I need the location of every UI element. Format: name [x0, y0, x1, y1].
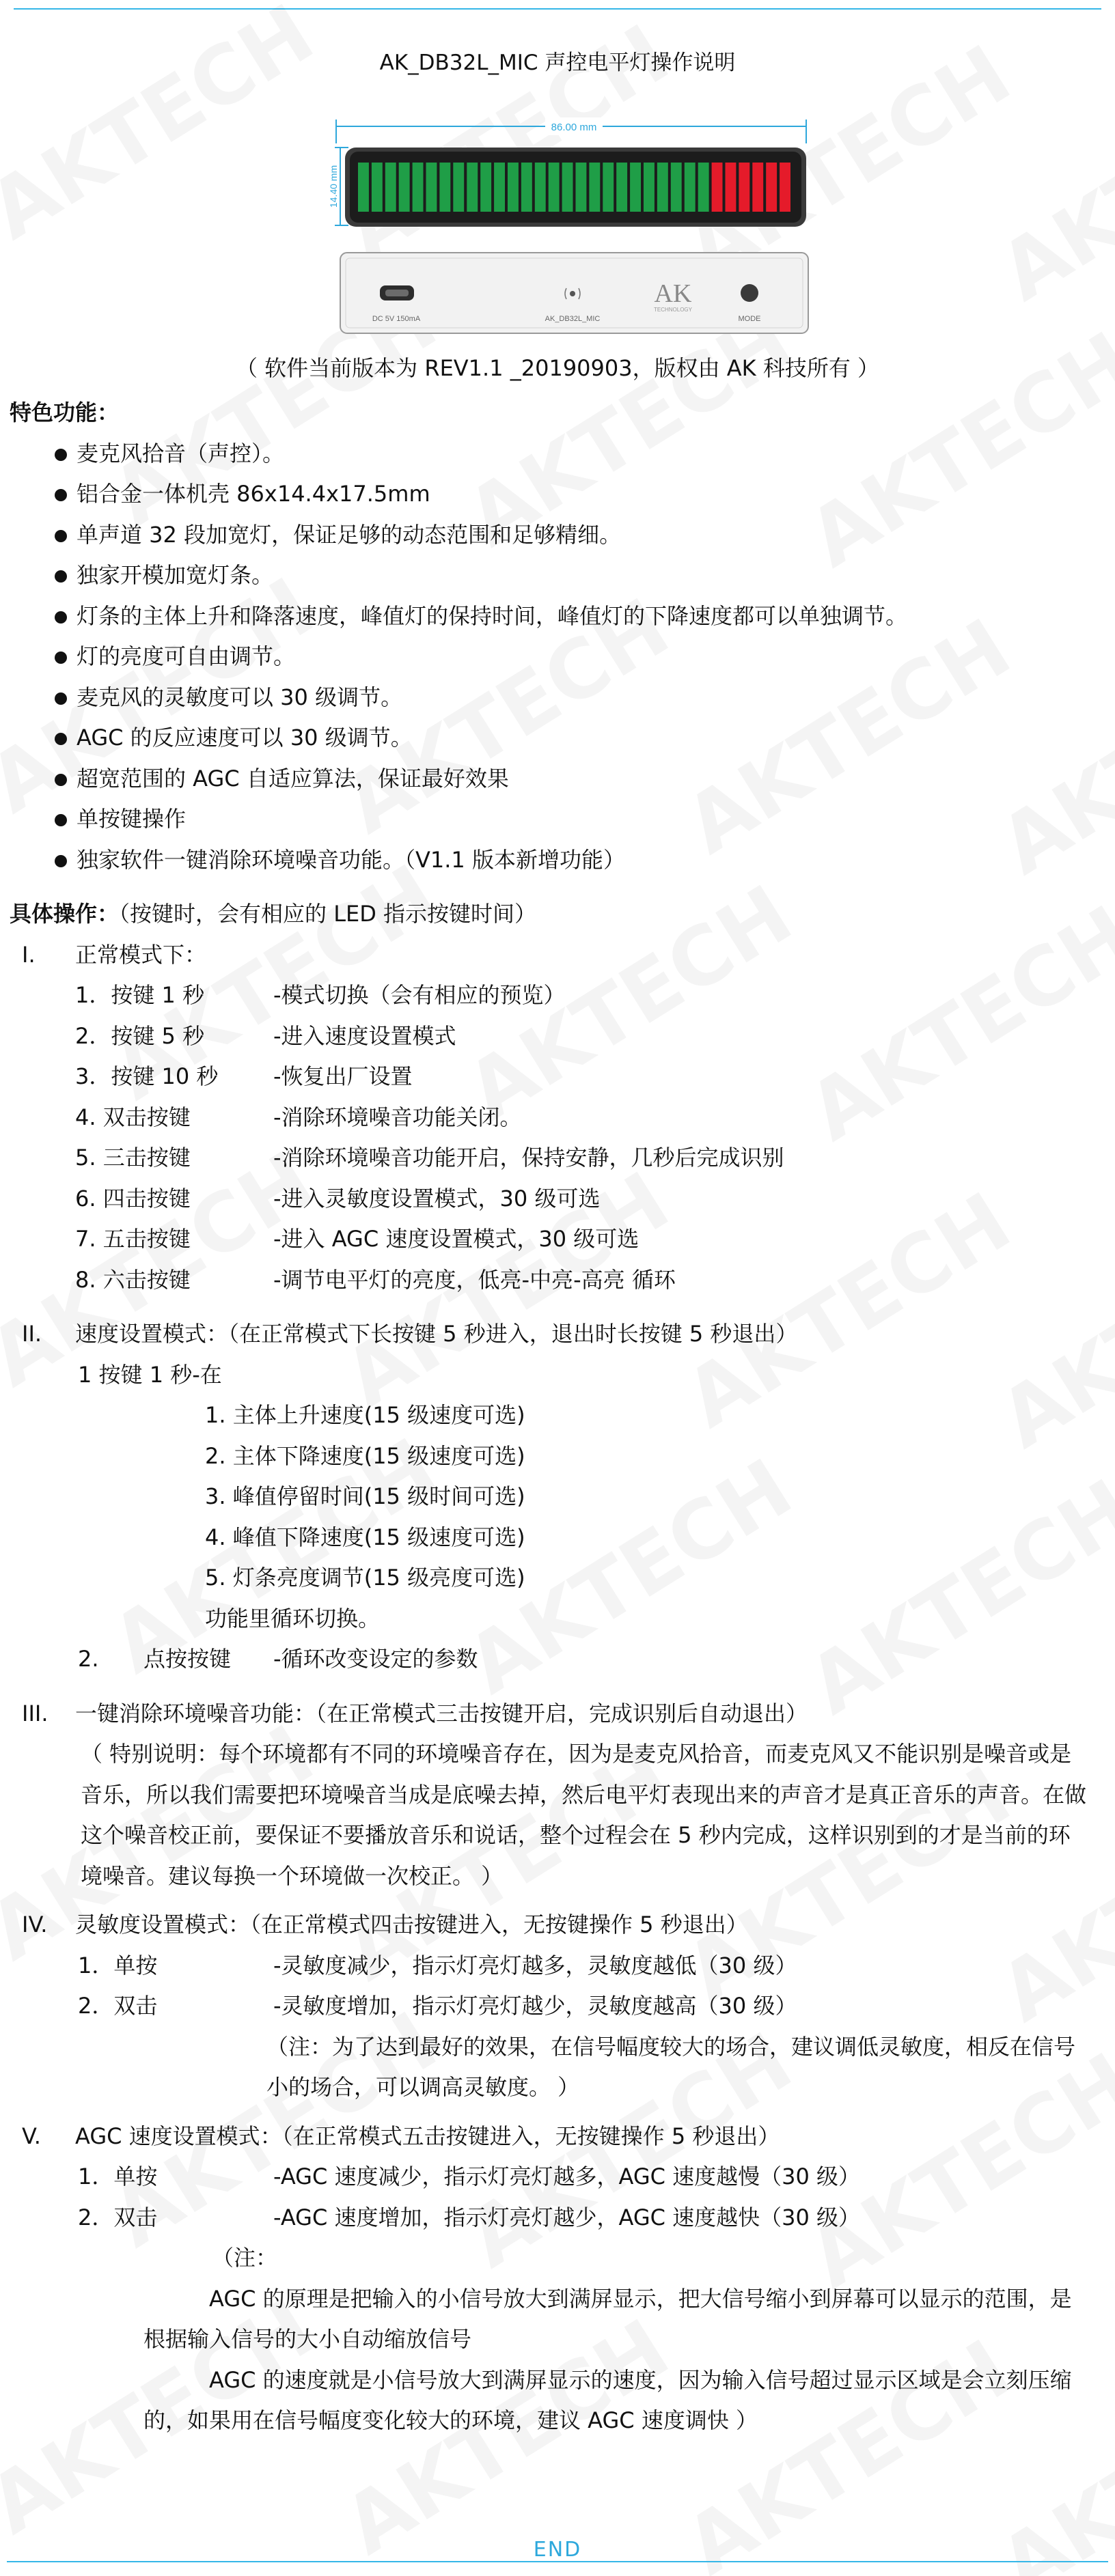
feature-text: 独家软件一键消除环境噪音功能。（V1.1 版本新增功能） [77, 846, 625, 873]
mode-button-icon [741, 284, 758, 302]
bullet-icon [55, 570, 67, 583]
led-segment [399, 163, 410, 212]
section-title-row [10, 1905, 1103, 1946]
usb-port-inner [385, 290, 409, 296]
led-segment [698, 163, 709, 212]
end-label: END [533, 2538, 582, 2562]
bullet-icon [55, 774, 67, 786]
version-note: （ 软件当前版本为 REV1.1 _20190903，版权由 AK 科技所有 ） [235, 355, 880, 381]
section-numeral: I. [22, 941, 36, 968]
feature-item [10, 759, 1103, 800]
manual-content [10, 393, 1103, 2441]
led-segment [508, 163, 519, 212]
led-segment [766, 163, 777, 212]
operation-action: 1．单按 [78, 2164, 158, 2189]
speed-outro-row [10, 1599, 1103, 1640]
feature-text: AGC 的反应速度可以 30 级调节。 [77, 725, 413, 751]
operation-action: 2．双击 [78, 1993, 158, 2019]
speed-option: 4. 峰值下降速度(15 级速度可选) [205, 1524, 525, 1550]
operation-row [10, 1138, 1103, 1179]
model-label: AK_DB32L_MIC [545, 315, 601, 323]
led-segment [603, 163, 614, 212]
mode-button-label: MODE [738, 315, 761, 323]
led-segment [358, 163, 369, 212]
operation-row [10, 1097, 1103, 1138]
led-segment [426, 163, 437, 212]
operation-action: 4. 双击按键 [75, 1104, 191, 1130]
operation-desc: -消除环境噪音功能开启，保持安静，几秒后完成识别 [273, 1145, 784, 1171]
led-segment [780, 163, 790, 212]
operation-desc: -进入灵敏度设置模式，30 级可选 [273, 1185, 601, 1212]
operations-heading-line [10, 894, 1103, 935]
led-segment [494, 163, 505, 212]
operation-row [10, 1946, 1103, 1987]
led-segment [726, 163, 737, 212]
operation-row [10, 1639, 1103, 1680]
operation-action: 8. 六击按键 [75, 1266, 191, 1293]
sensitivity-note: （注：为了达到最好的效果，在信号幅度较大的场合，建议调低灵敏度，相反在信号小的场合，可以调高灵敏度。 ） [266, 2033, 1076, 2100]
operation-desc: -模式切换（会有相应的预览） [273, 982, 566, 1008]
speed-intro: 1 按键 1 秒-在 [78, 1361, 222, 1388]
operation-action: 2．双击 [78, 2204, 158, 2230]
dc-power-label: DC 5V 150mA [372, 315, 421, 323]
feature-text: 麦克风的灵敏度可以 30 级调节。 [77, 684, 403, 710]
watermark-text [0, 0, 329, 257]
feature-item [10, 474, 1103, 515]
led-segment [616, 163, 627, 212]
speed-option: 1. 主体上升速度(15 级速度可选) [205, 1402, 525, 1428]
feature-item [10, 718, 1103, 759]
operation-number: 2. [78, 1646, 99, 1672]
speed-option-row [10, 1517, 1103, 1558]
operation-row [10, 1986, 1103, 2027]
led-segment [480, 163, 491, 212]
agc-note-open-row [10, 2238, 1103, 2279]
operation-row [10, 1056, 1103, 1097]
bullet-icon [55, 692, 67, 705]
feature-item [10, 434, 1103, 475]
watermark-text [984, 48, 1115, 319]
feature-item [10, 555, 1103, 596]
feature-text: 单按键操作 [77, 806, 187, 832]
product-figure [328, 102, 820, 341]
section-title-row [10, 1694, 1103, 1735]
width-dimension-label: 86.00 mm [551, 122, 597, 133]
speed-option-row [10, 1436, 1103, 1477]
watermark-text [1107, 1482, 1115, 1753]
operation-action: 6. 四击按键 [75, 1185, 191, 1212]
operation-desc: -消除环境噪音功能关闭。 [273, 1104, 522, 1130]
agc-principle-note: AGC 的原理是把输入的小信号放大到满屏显示，把大信号缩小到屏幕可以显示的范围，是根据输入信号的大小自动缩放信号 [143, 2285, 1072, 2352]
section-numeral: III. [22, 1700, 49, 1726]
operation-desc: -灵敏度增加，指示灯亮灯越少，灵敏度越高（30 级） [273, 1993, 797, 2019]
speed-option-row [10, 1558, 1103, 1599]
operation-desc: -循环改变设定的参数 [273, 1646, 478, 1672]
led-segment [712, 163, 723, 212]
noise-explanation: （ 特别说明：每个环境都有不同的环境噪音存在，因为是麦克风拾音，而麦克风又不能识别是噪音或是音乐，所以我们需要把环境噪音当成是底噪去掉，然后电平灯表现出来的声音才是真正音乐的声音。在做这个噪音校正前，要保证不要播放音乐和说话，整个过程会在 5 秒内完成，这样识别到的才是当前的环境噪音。建议每换一个环境做一次校正。 ） [81, 1741, 1087, 1889]
operation-row [10, 1260, 1103, 1301]
led-segment [413, 163, 424, 212]
feature-item [10, 840, 1103, 881]
speed-option-row [10, 1476, 1103, 1517]
feature-text: 超宽范围的 AGC 自适应算法，保证最好效果 [77, 765, 509, 792]
section-numeral: V. [22, 2123, 41, 2149]
feature-item [10, 636, 1103, 677]
feature-text: 独家开模加宽灯条。 [77, 562, 274, 588]
section-numeral: II. [22, 1321, 42, 1347]
operation-desc: -进入 AGC 速度设置模式，30 级可选 [273, 1226, 639, 1252]
operation-desc: -AGC 速度增加，指示灯亮灯越少，AGC 速度越快（30 级） [273, 2204, 861, 2230]
speed-outro: 功能里循环切换。 [205, 1605, 381, 1632]
operation-desc: -调节电平灯的亮度，低亮-中亮-高亮 循环 [273, 1266, 676, 1293]
operation-row [10, 1179, 1103, 1220]
agc-note-open: （注： [212, 2245, 278, 2271]
led-segment [671, 163, 682, 212]
section-title: AGC 速度设置模式：（在正常模式五击按键进入，无按键操作 5 秒退出） [75, 2123, 780, 2149]
bullet-icon [55, 652, 67, 664]
led-segment [535, 163, 546, 212]
speed-intro-row [10, 1355, 1103, 1396]
operation-action: 5. 三击按键 [75, 1145, 191, 1171]
operation-desc: -AGC 速度减少，指示灯亮灯越多，AGC 速度越慢（30 级） [273, 2164, 861, 2189]
operation-desc: -恢复出厂设置 [273, 1063, 413, 1089]
speed-option: 3. 峰值停留时间(15 级时间可选) [205, 1483, 525, 1509]
bullet-icon [55, 611, 67, 624]
bullet-icon [55, 733, 67, 745]
feature-item [10, 596, 1103, 637]
led-segment [467, 163, 478, 212]
operation-action: 2．按键 5 秒 [75, 1022, 205, 1049]
top-divider [14, 8, 1101, 10]
operations-heading: 具体操作： [10, 901, 120, 927]
page-title: AK_DB32L_MIC 声控电平灯操作说明 [379, 51, 736, 75]
led-segment [521, 163, 532, 212]
section-title-row [10, 1314, 1103, 1355]
bullet-icon [55, 530, 67, 542]
led-segment [589, 163, 600, 212]
section-title: 灵敏度设置模式：（在正常模式四击按键进入，无按键操作 5 秒退出） [75, 1912, 748, 1937]
operation-desc: -灵敏度减少，指示灯亮灯越多，灵敏度越低（30 级） [273, 1952, 797, 1978]
led-segment [644, 163, 655, 212]
ak-logo: AK [654, 279, 692, 308]
led-segment [439, 163, 450, 212]
led-segment [549, 163, 560, 212]
feature-text: 铝合金一体机壳 86x14.4x17.5mm [77, 481, 430, 507]
features-heading: 特色功能： [10, 400, 120, 425]
section-numeral: IV. [22, 1912, 48, 1937]
led-segment [630, 163, 641, 212]
operation-action: 1．按键 1 秒 [75, 982, 205, 1008]
section-title-row [10, 2116, 1103, 2157]
height-dimension-label: 14.40 mm [328, 165, 339, 208]
section-title: 一键消除环境噪音功能：（在正常模式三击按键开启，完成识别后自动退出） [75, 1700, 808, 1726]
led-segment [739, 163, 749, 212]
operation-row [10, 975, 1103, 1016]
speed-option: 2. 主体下降速度(15 级速度可选) [205, 1442, 525, 1469]
bottom-divider [7, 2561, 1108, 2562]
operation-row [10, 2157, 1103, 2198]
operation-desc: -进入速度设置模式 [273, 1022, 456, 1049]
watermark-text [1107, 908, 1115, 1179]
operations-heading-note: （按键时，会有相应的 LED 指示按键时间） [119, 901, 537, 927]
led-segment [562, 163, 573, 212]
operation-row [10, 1219, 1103, 1260]
feature-text: 灯条的主体上升和降落速度，峰值灯的保持时间，峰值灯的下降速度都可以单独调节。 [77, 602, 908, 629]
led-segment [372, 163, 383, 212]
ak-logo-subtitle: TECHNOLOGY [653, 307, 693, 313]
feature-text: 麦克风拾音（声控）。 [77, 440, 285, 466]
operation-row [10, 1016, 1103, 1057]
bullet-icon [55, 855, 67, 867]
operation-row [10, 2198, 1103, 2239]
feature-item [10, 677, 1103, 718]
feature-text: 单声道 32 段加宽灯，保证足够的动态范围和足够精细。 [77, 521, 622, 548]
operation-action: 7. 五击按键 [75, 1226, 191, 1252]
microphone-icon [570, 291, 575, 296]
operation-action: 1．单按 [78, 1952, 158, 1978]
operation-action: 点按按键 [143, 1646, 232, 1672]
feature-item [10, 515, 1103, 556]
led-segment [576, 163, 587, 212]
product-drawing [328, 102, 820, 341]
watermark-text [1107, 2056, 1115, 2327]
bullet-icon [55, 489, 67, 501]
feature-text: 灯的亮度可自由调节。 [77, 643, 296, 669]
led-segment [657, 163, 668, 212]
bullet-icon [55, 814, 67, 826]
operation-action: 3．按键 10 秒 [75, 1063, 219, 1089]
feature-item [10, 799, 1103, 840]
section-title: 正常模式下： [75, 941, 207, 968]
section-title-row [10, 935, 1103, 976]
bullet-icon [55, 449, 67, 461]
section-title: 速度设置模式：（在正常模式下长按键 5 秒进入，退出时长按键 5 秒退出） [75, 1321, 798, 1347]
speed-option-row [10, 1395, 1103, 1436]
led-segment [453, 163, 464, 212]
led-segment [385, 163, 396, 212]
agc-speed-note: AGC 的速度就是小信号放大到满屏显示的速度，因为输入信号超过显示区域是会立刻压缩的，如果用在信号幅度变化较大的环境，建议 AGC 速度调快 ） [143, 2366, 1072, 2433]
led-segment [685, 163, 696, 212]
speed-option: 5. 灯条亮度调节(15 级亮度可选) [205, 1565, 525, 1591]
led-segment [752, 163, 763, 212]
